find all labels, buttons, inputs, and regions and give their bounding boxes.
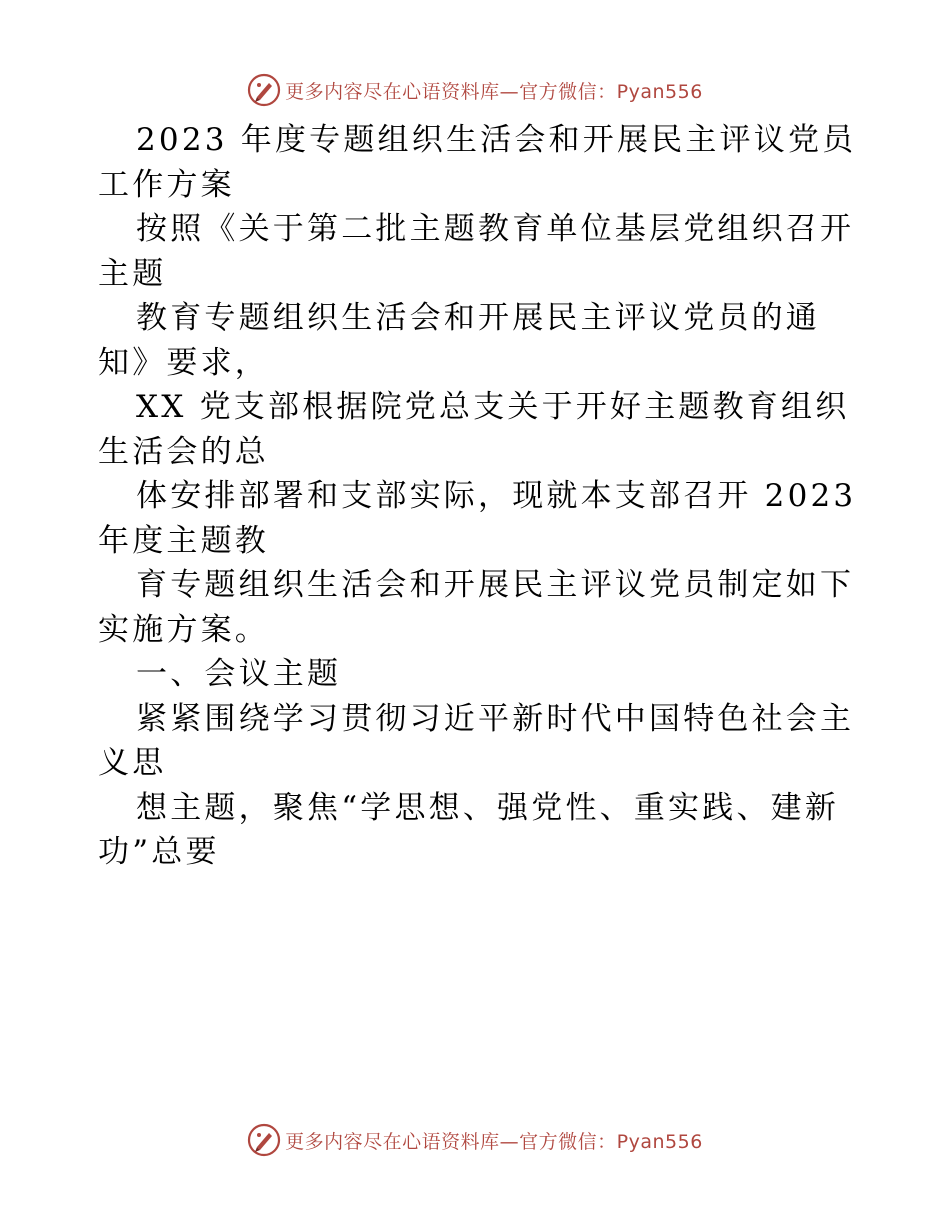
watermark-text: 更多内容尽在心语资料库—官方微信：Pyan556 (285, 80, 703, 103)
pen-logo-icon (247, 1123, 281, 1157)
footer-watermark (0, 1120, 950, 1160)
paragraph-line: 教育专题组织生活会和开展民主评议党员的通 (136, 300, 820, 336)
paragraph-line: 紧紧围绕学习贯彻习近平新时代中国特色社会主 (136, 700, 855, 737)
paragraph-line: 想主题，聚焦“学思想、强党性、重实践、建新 (136, 789, 840, 826)
paragraph-line: 主题 (98, 255, 167, 292)
paragraph-line: 知》要求， (98, 344, 269, 381)
section-heading: 一、会议主题 (136, 656, 342, 692)
watermark-text: 更多内容尽在心语资料库—官方微信：Pyan556 (285, 1130, 703, 1153)
document-body (98, 118, 858, 875)
paragraph-line: 实施方案。 (98, 611, 269, 648)
paragraph-line: 年度主题教 (98, 522, 269, 559)
paragraph-line: 生活会的总 (98, 433, 269, 470)
paragraph-line: 功”总要 (98, 834, 220, 870)
paragraph-line: 义思 (98, 745, 167, 781)
header-watermark (0, 70, 950, 110)
paragraph-line: 按照《关于第二批主题教育单位基层党组织召开 (136, 211, 855, 247)
title-line-2: 工作方案 (98, 166, 235, 203)
paragraph-line: XX 党支部根据院党总支关于开好主题教育组织 (136, 389, 850, 425)
paragraph-line: 体安排部署和支部实际，现就本支部召开 2023 (136, 478, 857, 514)
pen-logo-icon (247, 73, 281, 107)
paragraph-line: 育专题组织生活会和开展民主评议党员制定如下 (136, 567, 855, 603)
title-line-1: 2023 年度专题组织生活会和开展民主评议党员 (136, 122, 857, 158)
